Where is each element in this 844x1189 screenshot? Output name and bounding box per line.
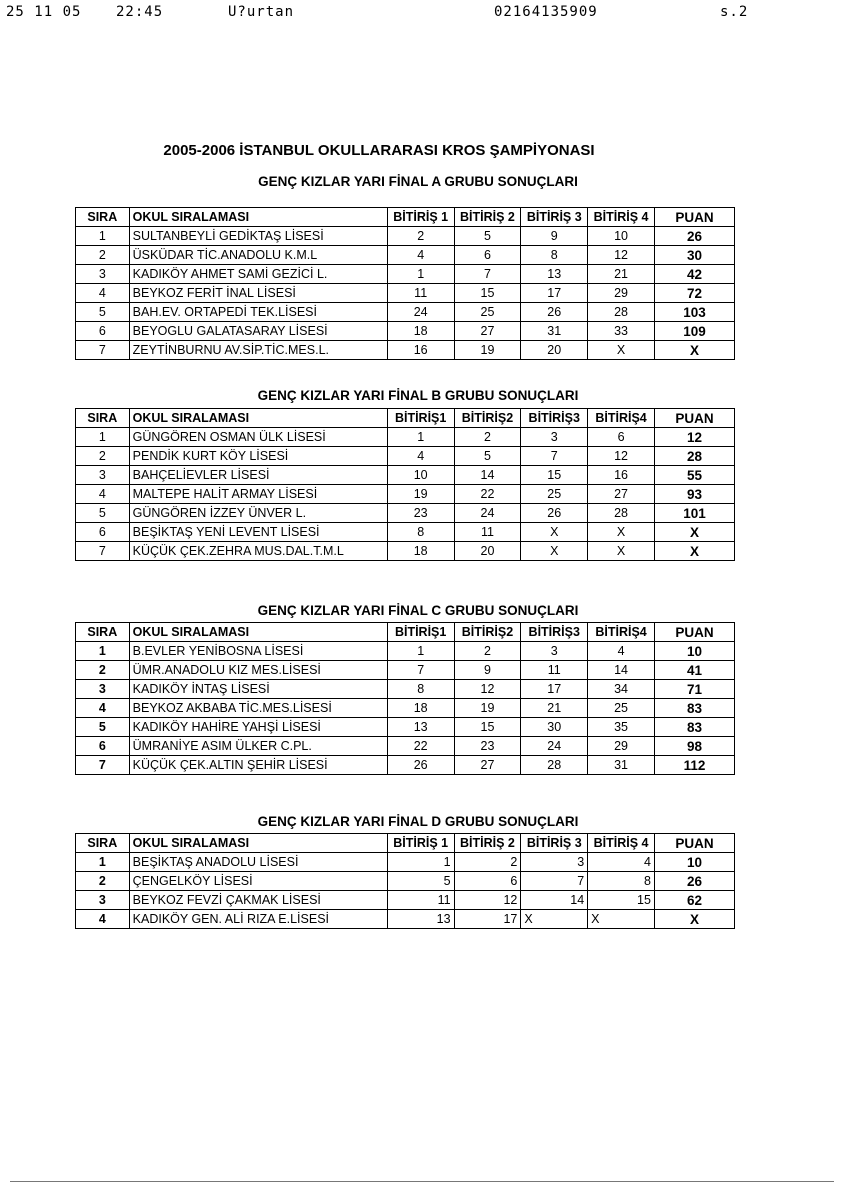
group-d-results-table	[75, 833, 735, 929]
cell-okul: KÜÇÜK ÇEK.ZEHRA MUS.DAL.T.M.L	[129, 542, 387, 561]
cell-bitiris-3: 3	[521, 853, 588, 872]
table-row	[76, 523, 735, 542]
table-row	[76, 891, 735, 910]
cell-puan: 101	[654, 504, 734, 523]
cell-bitiris-4: X	[588, 341, 655, 360]
cell-okul: KADIKÖY GEN. ALİ RIZA E.LİSESİ	[129, 910, 387, 929]
cell-bitiris-3: 28	[521, 756, 588, 775]
table-row	[76, 227, 735, 246]
cell-bitiris-1: 7	[387, 661, 454, 680]
cell-sira: 7	[76, 341, 130, 360]
cell-sira: 4	[76, 910, 130, 929]
cell-bitiris-3: 26	[521, 303, 588, 322]
cell-bitiris-2: 6	[454, 246, 521, 265]
cell-okul: KÜÇÜK ÇEK.ALTIN ŞEHİR LİSESİ	[129, 756, 387, 775]
table-row	[76, 284, 735, 303]
cell-okul: BEŞİKTAŞ YENİ LEVENT LİSESİ	[129, 523, 387, 542]
table-row	[76, 737, 735, 756]
header-sira: SIRA	[76, 208, 130, 227]
cell-bitiris-1: 8	[387, 680, 454, 699]
cell-bitiris-1: 10	[387, 466, 454, 485]
group-c-results-table	[75, 622, 735, 775]
group-b-results-table	[75, 408, 735, 561]
cell-sira: 3	[76, 265, 130, 284]
cell-puan: 72	[654, 284, 734, 303]
header-okul: OKUL SIRALAMASI	[129, 409, 387, 428]
header-bitiris-3: BİTİRİŞ 3	[521, 834, 588, 853]
cell-puan: X	[654, 542, 734, 561]
cell-bitiris-1: 18	[387, 699, 454, 718]
header-bitiris-2: BİTİRİŞ2	[454, 409, 521, 428]
header-okul: OKUL SIRALAMASI	[129, 834, 387, 853]
cell-bitiris-3: 7	[521, 872, 588, 891]
cell-okul: BEŞİKTAŞ ANADOLU LİSESİ	[129, 853, 387, 872]
header-bitiris-4: BİTİRİŞ 4	[588, 208, 655, 227]
cell-puan: 42	[654, 265, 734, 284]
group-b-title: GENÇ KIZLAR YARI FİNAL B GRUBU SONUÇLARI	[257, 388, 579, 403]
cell-puan: 55	[654, 466, 734, 485]
cell-puan: 109	[654, 322, 734, 341]
cell-bitiris-4: 21	[588, 265, 655, 284]
cell-puan: X	[654, 523, 734, 542]
table-header-row	[76, 409, 735, 428]
group-d-title: GENÇ KIZLAR YARI FİNAL D GRUBU SONUÇLARI	[257, 814, 579, 829]
cell-bitiris-4: X	[588, 523, 655, 542]
cell-sira: 3	[76, 466, 130, 485]
fax-phone: 02164135909	[494, 4, 598, 20]
cell-puan: 28	[654, 447, 734, 466]
cell-bitiris-2: 19	[454, 699, 521, 718]
cell-puan: 112	[654, 756, 734, 775]
cell-okul: GÜNGÖREN İZZEY ÜNVER L.	[129, 504, 387, 523]
table-row	[76, 699, 735, 718]
cell-bitiris-2: 6	[454, 872, 521, 891]
group-a-results-table	[75, 207, 735, 360]
cell-bitiris-1: 5	[387, 872, 454, 891]
cell-sira: 1	[76, 853, 130, 872]
header-bitiris-1: BİTİRİŞ1	[387, 623, 454, 642]
cell-bitiris-4: 35	[588, 718, 655, 737]
cell-bitiris-2: 14	[454, 466, 521, 485]
cell-sira: 6	[76, 322, 130, 341]
cell-bitiris-2: 9	[454, 661, 521, 680]
table-row	[76, 466, 735, 485]
cell-bitiris-4: 12	[588, 447, 655, 466]
header-bitiris-4: BİTİRİŞ 4	[588, 834, 655, 853]
cell-okul: GÜNGÖREN OSMAN ÜLK LİSESİ	[129, 428, 387, 447]
cell-bitiris-3: 11	[521, 661, 588, 680]
header-bitiris-2: BİTİRİŞ 2	[454, 834, 521, 853]
header-bitiris-2: BİTİRİŞ2	[454, 623, 521, 642]
cell-sira: 3	[76, 891, 130, 910]
cell-puan: 26	[654, 227, 734, 246]
cell-okul: BEYKOZ FERİT İNAL LİSESİ	[129, 284, 387, 303]
header-sira: SIRA	[76, 409, 130, 428]
cell-bitiris-4: 28	[588, 504, 655, 523]
cell-puan: X	[654, 341, 734, 360]
header-bitiris-3: BİTİRİŞ3	[521, 409, 588, 428]
header-sira: SIRA	[76, 623, 130, 642]
cell-bitiris-1: 1	[387, 428, 454, 447]
header-bitiris-1: BİTİRİŞ 1	[387, 208, 454, 227]
cell-bitiris-2: 15	[454, 718, 521, 737]
page-title: 2005-2006 İSTANBUL OKULLARARASI KROS ŞAMPİYONASI	[163, 142, 595, 159]
header-bitiris-3: BİTİRİŞ 3	[521, 208, 588, 227]
cell-sira: 3	[76, 680, 130, 699]
cell-bitiris-4: 27	[588, 485, 655, 504]
cell-puan: 26	[654, 872, 734, 891]
cell-sira: 4	[76, 699, 130, 718]
cell-puan: 62	[654, 891, 734, 910]
cell-okul: PENDİK KURT KÖY LİSESİ	[129, 447, 387, 466]
cell-bitiris-2: 22	[454, 485, 521, 504]
cell-puan: 93	[654, 485, 734, 504]
cell-bitiris-1: 23	[387, 504, 454, 523]
cell-bitiris-3: 8	[521, 246, 588, 265]
cell-puan: 10	[654, 853, 734, 872]
cell-bitiris-4: X	[588, 910, 655, 929]
cell-sira: 1	[76, 227, 130, 246]
table-header-row	[76, 834, 735, 853]
cell-sira: 1	[76, 428, 130, 447]
group-a-title: GENÇ KIZLAR YARI FİNAL A GRUBU SONUÇLARI	[258, 174, 578, 189]
header-puan: PUAN	[654, 409, 734, 428]
cell-bitiris-1: 18	[387, 542, 454, 561]
cell-okul: ZEYTİNBURNU AV.SİP.TİC.MES.L.	[129, 341, 387, 360]
table-row	[76, 246, 735, 265]
table-row	[76, 447, 735, 466]
table-row	[76, 910, 735, 929]
cell-bitiris-3: 7	[521, 447, 588, 466]
cell-bitiris-4: 6	[588, 428, 655, 447]
cell-bitiris-3: 20	[521, 341, 588, 360]
cell-sira: 7	[76, 756, 130, 775]
cell-puan: 103	[654, 303, 734, 322]
cell-bitiris-2: 7	[454, 265, 521, 284]
cell-bitiris-3: 21	[521, 699, 588, 718]
table-row	[76, 642, 735, 661]
cell-bitiris-1: 22	[387, 737, 454, 756]
cell-bitiris-3: 9	[521, 227, 588, 246]
cell-okul: BAHÇELİEVLER LİSESİ	[129, 466, 387, 485]
fax-header	[0, 4, 844, 22]
header-okul: OKUL SIRALAMASI	[129, 208, 387, 227]
table-row	[76, 504, 735, 523]
cell-sira: 2	[76, 872, 130, 891]
cell-puan: 71	[654, 680, 734, 699]
cell-bitiris-3: 17	[521, 680, 588, 699]
header-puan: PUAN	[654, 834, 734, 853]
cell-bitiris-2: 25	[454, 303, 521, 322]
cell-bitiris-4: 16	[588, 466, 655, 485]
header-bitiris-4: BİTİRİŞ4	[588, 623, 655, 642]
table-row	[76, 756, 735, 775]
cell-okul: B.EVLER YENİBOSNA LİSESİ	[129, 642, 387, 661]
cell-bitiris-4: 4	[588, 642, 655, 661]
cell-bitiris-1: 1	[387, 853, 454, 872]
table-row	[76, 322, 735, 341]
cell-puan: 12	[654, 428, 734, 447]
cell-bitiris-3: X	[521, 542, 588, 561]
group-c-title: GENÇ KIZLAR YARI FİNAL C GRUBU SONUÇLARI	[257, 603, 579, 618]
cell-bitiris-4: 28	[588, 303, 655, 322]
cell-bitiris-3: X	[521, 910, 588, 929]
cell-okul: ÜSKÜDAR TİC.ANADOLU K.M.L	[129, 246, 387, 265]
cell-sira: 4	[76, 485, 130, 504]
cell-bitiris-4: 33	[588, 322, 655, 341]
fax-time: 22:45	[116, 4, 164, 20]
cell-sira: 5	[76, 303, 130, 322]
cell-sira: 5	[76, 504, 130, 523]
table-row	[76, 265, 735, 284]
cell-sira: 5	[76, 718, 130, 737]
cell-okul: BEYKOZ AKBABA TİC.MES.LİSESİ	[129, 699, 387, 718]
cell-bitiris-2: 2	[454, 642, 521, 661]
cell-okul: BEYKOZ FEVZİ ÇAKMAK LİSESİ	[129, 891, 387, 910]
table-header-row	[76, 623, 735, 642]
cell-okul: KADIKÖY AHMET SAMİ GEZİCİ L.	[129, 265, 387, 284]
table-row	[76, 718, 735, 737]
cell-sira: 6	[76, 523, 130, 542]
header-bitiris-1: BİTİRİŞ1	[387, 409, 454, 428]
header-sira: SIRA	[76, 834, 130, 853]
cell-bitiris-3: 14	[521, 891, 588, 910]
header-bitiris-4: BİTİRİŞ4	[588, 409, 655, 428]
bottom-divider	[10, 1181, 834, 1182]
cell-bitiris-4: 29	[588, 284, 655, 303]
cell-bitiris-3: 15	[521, 466, 588, 485]
cell-bitiris-4: 12	[588, 246, 655, 265]
header-bitiris-3: BİTİRİŞ3	[521, 623, 588, 642]
cell-puan: X	[654, 910, 734, 929]
cell-okul: BEYOGLU GALATASARAY LİSESİ	[129, 322, 387, 341]
cell-bitiris-2: 5	[454, 447, 521, 466]
cell-bitiris-3: 3	[521, 642, 588, 661]
cell-bitiris-2: 23	[454, 737, 521, 756]
cell-sira: 1	[76, 642, 130, 661]
table-row	[76, 428, 735, 447]
cell-okul: ÜMR.ANADOLU KIZ MES.LİSESİ	[129, 661, 387, 680]
cell-puan: 83	[654, 699, 734, 718]
cell-bitiris-1: 13	[387, 718, 454, 737]
cell-bitiris-4: 34	[588, 680, 655, 699]
header-okul: OKUL SIRALAMASI	[129, 623, 387, 642]
cell-bitiris-1: 4	[387, 447, 454, 466]
cell-bitiris-2: 24	[454, 504, 521, 523]
cell-bitiris-4: 29	[588, 737, 655, 756]
cell-sira: 4	[76, 284, 130, 303]
table-header-row	[76, 208, 735, 227]
cell-puan: 41	[654, 661, 734, 680]
cell-bitiris-3: X	[521, 523, 588, 542]
cell-okul: ÇENGELKÖY LİSESİ	[129, 872, 387, 891]
fax-page-number: s.2	[720, 4, 749, 20]
cell-bitiris-2: 12	[454, 680, 521, 699]
cell-sira: 7	[76, 542, 130, 561]
header-bitiris-2: BİTİRİŞ 2	[454, 208, 521, 227]
cell-bitiris-1: 26	[387, 756, 454, 775]
table-row	[76, 853, 735, 872]
table-row	[76, 485, 735, 504]
cell-bitiris-1: 1	[387, 265, 454, 284]
header-bitiris-1: BİTİRİŞ 1	[387, 834, 454, 853]
cell-bitiris-4: 8	[588, 872, 655, 891]
fax-sender: U?urtan	[228, 4, 295, 20]
cell-bitiris-2: 20	[454, 542, 521, 561]
cell-bitiris-1: 2	[387, 227, 454, 246]
cell-okul: ÜMRANİYE ASIM ÜLKER C.PL.	[129, 737, 387, 756]
cell-bitiris-1: 16	[387, 341, 454, 360]
cell-bitiris-2: 11	[454, 523, 521, 542]
cell-bitiris-2: 2	[454, 428, 521, 447]
cell-okul: KADIKÖY HAHİRE YAHŞİ LİSESİ	[129, 718, 387, 737]
cell-okul: SULTANBEYLİ GEDİKTAŞ LİSESİ	[129, 227, 387, 246]
cell-sira: 2	[76, 661, 130, 680]
cell-bitiris-3: 26	[521, 504, 588, 523]
cell-bitiris-3: 13	[521, 265, 588, 284]
table-row	[76, 303, 735, 322]
cell-bitiris-2: 15	[454, 284, 521, 303]
cell-okul: KADIKÖY İNTAŞ LİSESİ	[129, 680, 387, 699]
cell-bitiris-4: 14	[588, 661, 655, 680]
cell-bitiris-3: 30	[521, 718, 588, 737]
cell-okul: BAH.EV. ORTAPEDİ TEK.LİSESİ	[129, 303, 387, 322]
cell-bitiris-2: 17	[454, 910, 521, 929]
cell-bitiris-4: 10	[588, 227, 655, 246]
table-row	[76, 680, 735, 699]
cell-bitiris-3: 17	[521, 284, 588, 303]
cell-puan: 10	[654, 642, 734, 661]
cell-bitiris-2: 19	[454, 341, 521, 360]
cell-bitiris-1: 18	[387, 322, 454, 341]
cell-bitiris-2: 27	[454, 322, 521, 341]
cell-sira: 2	[76, 246, 130, 265]
cell-bitiris-1: 11	[387, 284, 454, 303]
fax-date: 25 11 05	[6, 4, 82, 20]
cell-bitiris-3: 25	[521, 485, 588, 504]
table-row	[76, 341, 735, 360]
cell-bitiris-1: 24	[387, 303, 454, 322]
cell-okul: MALTEPE HALİT ARMAY LİSESİ	[129, 485, 387, 504]
cell-bitiris-4: X	[588, 542, 655, 561]
header-puan: PUAN	[654, 208, 734, 227]
cell-bitiris-3: 31	[521, 322, 588, 341]
cell-sira: 6	[76, 737, 130, 756]
cell-bitiris-2: 27	[454, 756, 521, 775]
cell-bitiris-4: 4	[588, 853, 655, 872]
cell-bitiris-1: 1	[387, 642, 454, 661]
cell-sira: 2	[76, 447, 130, 466]
cell-bitiris-4: 15	[588, 891, 655, 910]
cell-puan: 83	[654, 718, 734, 737]
cell-bitiris-2: 2	[454, 853, 521, 872]
cell-bitiris-1: 13	[387, 910, 454, 929]
cell-bitiris-2: 5	[454, 227, 521, 246]
cell-puan: 30	[654, 246, 734, 265]
cell-bitiris-3: 24	[521, 737, 588, 756]
cell-bitiris-4: 25	[588, 699, 655, 718]
cell-bitiris-2: 12	[454, 891, 521, 910]
cell-bitiris-1: 11	[387, 891, 454, 910]
table-row	[76, 542, 735, 561]
cell-bitiris-1: 19	[387, 485, 454, 504]
cell-bitiris-4: 31	[588, 756, 655, 775]
header-puan: PUAN	[654, 623, 734, 642]
table-row	[76, 661, 735, 680]
cell-bitiris-1: 8	[387, 523, 454, 542]
cell-puan: 98	[654, 737, 734, 756]
cell-bitiris-1: 4	[387, 246, 454, 265]
table-row	[76, 872, 735, 891]
cell-bitiris-3: 3	[521, 428, 588, 447]
